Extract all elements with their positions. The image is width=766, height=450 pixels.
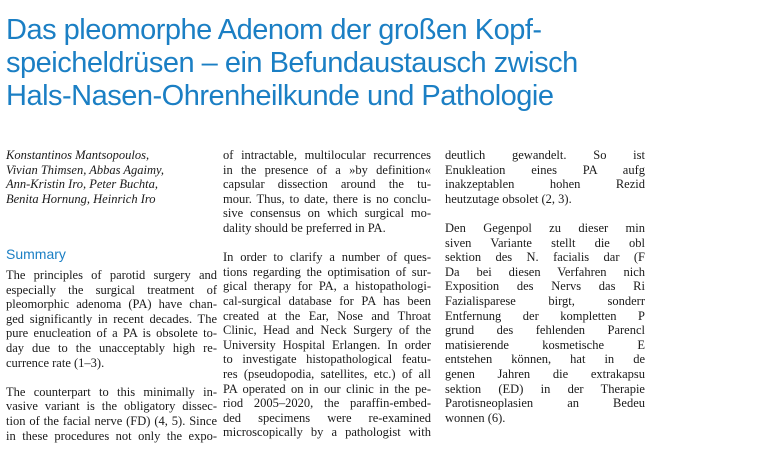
text-line: pleomorphic adenoma (PA) have chan- (6, 297, 217, 312)
text-line: mour. Thus, to date, there is no conclu- (223, 191, 431, 206)
paragraph (6, 385, 217, 443)
paragraph (445, 221, 645, 425)
text-line: grund des fehlenden Parencl (445, 323, 645, 338)
author-list (6, 148, 164, 206)
text-line: heutzutage obsolet (2, 3). (445, 191, 572, 206)
author-line: Vivian Thimsen, Abbas Agaimy, (6, 162, 164, 177)
text-line: capsular dissection around the tu- (223, 177, 431, 192)
text-line: vasive variant is the obligatory dissec- (6, 399, 217, 414)
text-line: to investigate histopathological featu- (223, 352, 431, 367)
text-line: dality should be preferred in PA. (223, 220, 386, 235)
paragraph (6, 268, 217, 370)
author-line: Ann-Kristin Iro, Peter Buchta, (6, 177, 158, 192)
text-line: day due to the unacceptably high re- (6, 340, 217, 355)
text-line: Clinic, Head and Neck Surgery of the (223, 323, 431, 338)
text-line: ded specimens were re-examined (223, 410, 431, 425)
text-line: riod 2005–2020, the paraffin-embed- (223, 396, 431, 411)
text-line: PA operated on in our clinic in the pe- (223, 381, 431, 396)
text-line: In order to clarify a number of ques- (223, 250, 431, 265)
text-line: Da bei diesen Verfahren nich (445, 264, 645, 279)
text-line: sive consensus on which surgical mo- (223, 206, 431, 221)
text-line: sektion des N. facialis dar (F (445, 250, 645, 265)
text-line: Den Gegenpol zu dieser min (445, 220, 645, 235)
text-line: especially the surgical treatment of (6, 282, 217, 297)
text-column-2 (223, 148, 431, 440)
text-line: currence rate (1–3). (6, 355, 105, 370)
text-line: University Hospital Erlangen. In order (223, 337, 431, 352)
text-line: Exposition des Nervs das Ri (445, 279, 645, 294)
article-title (6, 14, 766, 113)
text-line: ged significantly in recent decades. The (6, 311, 217, 326)
text-line: inakzeptablen hohen Rezid (445, 177, 645, 192)
text-line: matisierende kosmetische E (445, 337, 645, 352)
text-line: deutlich gewandelt. So ist (445, 148, 645, 162)
text-line: sektion (ED) in der Therapie (445, 381, 645, 396)
author-line: Benita Hornung, Heinrich Iro (6, 191, 156, 206)
paragraph (223, 250, 431, 440)
paragraph (223, 148, 431, 236)
title-line: speicheldrüsen – ein Befundaustausch zwisch (6, 47, 578, 79)
text-line: in these procedures not only the expo- (6, 428, 217, 443)
text-line: gical therapy for PA, a histopathologi- (223, 279, 431, 294)
text-line: Entfernung der kompletten P (445, 308, 645, 323)
text-line: in the presence of a »by definition« (223, 162, 431, 177)
text-line: cal-surgical database for PA has been (223, 293, 431, 308)
text-line: of intractable, multilocular recurrences (223, 148, 431, 162)
text-column-1 (6, 268, 217, 443)
summary-heading: Summary (6, 246, 66, 262)
text-line: tion of the facial nerve (FD) (4, 5). Since (6, 413, 217, 428)
paragraph (445, 148, 645, 206)
text-line: The counterpart to this minimally in- (6, 384, 217, 399)
text-line: pure enucleation of a PA is obsolete to- (6, 326, 217, 341)
text-line: microscopically by a pathologist with (223, 425, 431, 440)
text-line: tions regarding the optimisation of sur- (223, 264, 431, 279)
text-column-3 (445, 148, 645, 425)
text-line: created at the Ear, Nose and Throat (223, 308, 431, 323)
text-line: Enukleation eines PA aufg (445, 162, 645, 177)
text-line: genen Jahren die extrakapsu (445, 366, 645, 381)
title-line: Hals-Nasen-Ohrenheilkunde und Pathologie (6, 80, 554, 112)
text-line: Parotisneoplasien an Bedeu (445, 396, 645, 411)
title-line: Das pleomorphe Adenom der großen Kopf- (6, 14, 542, 46)
text-line: Fazialisparese birgt, sonderr (445, 293, 645, 308)
text-line: The principles of parotid surgery and (6, 268, 217, 282)
text-line: entstehen können, hat in de (445, 352, 645, 367)
text-line: siven Variante stellt die obl (445, 235, 645, 250)
text-line: wonnen (6). (445, 410, 506, 425)
text-line: res (pseudopodia, satellites, etc.) of all (223, 366, 431, 381)
author-line: Konstantinos Mantsopoulos, (6, 148, 150, 162)
